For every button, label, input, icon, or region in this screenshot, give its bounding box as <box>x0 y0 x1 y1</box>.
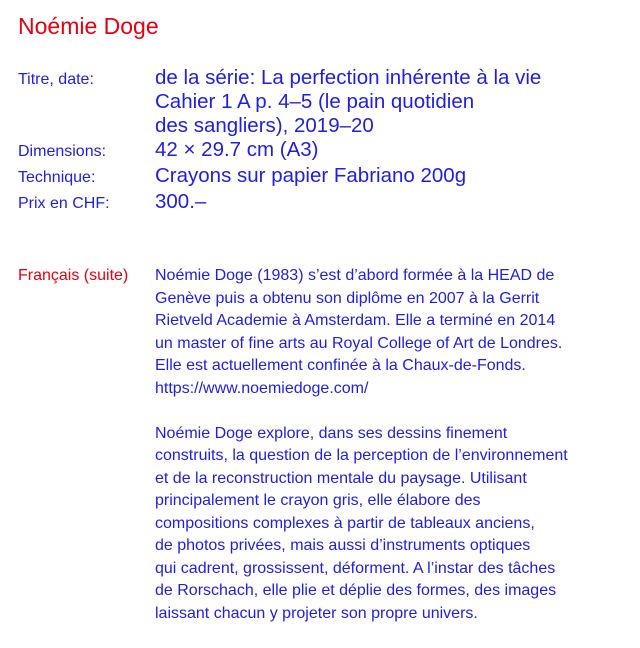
detail-row-title <box>18 66 628 138</box>
title-date-label: Titre, date: <box>18 71 94 88</box>
price-label: Prix en CHF: <box>18 195 110 212</box>
bio-paragraph-background: Noémie Doge (1983) s’est d’abord formée à la HEAD de Genève puis a obtenu son diplôme en 2007 à la Gerrit Rietveld Academie à Amsterdam. Elle a terminé en 2014 un master of fine arts au Royal College of Art de Londres. Elle est actuellement confinée à la Chaux-de-Fonds. https://www.noemiedoge.com/ <box>155 267 563 397</box>
price-value: 300.– <box>155 190 207 213</box>
dimensions-label: Dimensions: <box>18 143 107 160</box>
detail-row-price <box>18 190 628 216</box>
technique-label: Technique: <box>18 169 96 186</box>
technique-value: Crayons sur papier Fabriano 200g <box>155 164 467 187</box>
artist-name: Noémie Doge <box>18 13 159 39</box>
dimensions-value: 42 × 29.7 cm (A3) <box>155 138 319 161</box>
artwork-details <box>18 66 628 216</box>
title-date-value: de la série: La perfection inhérente à la vie Cahier 1 A p. 4–5 (le pain quotidien des sangliers), 2019–20 <box>155 66 542 137</box>
biography-section <box>18 265 630 648</box>
detail-row-dimensions <box>18 138 628 164</box>
detail-row-technique <box>18 164 628 190</box>
bio-language-label: Français (suite) <box>18 267 129 284</box>
bio-paragraph-practice: Noémie Doge explore, dans ses dessins finement construits, la question de la perception de l’environnement et de la reconstruction mentale du paysage. Utilisant principalement le crayon gris, elle élabore des compositions complexes à partir de tableaux anciens, de photos privées, mais aussi d’instruments optiques qui cadrent, grossissent, déforment. A l’instar des tâches de Rorschach, elle plie et déplie des formes, des images laissant chacun y projeter son propre univers. <box>155 424 568 622</box>
bio-text <box>155 265 630 648</box>
